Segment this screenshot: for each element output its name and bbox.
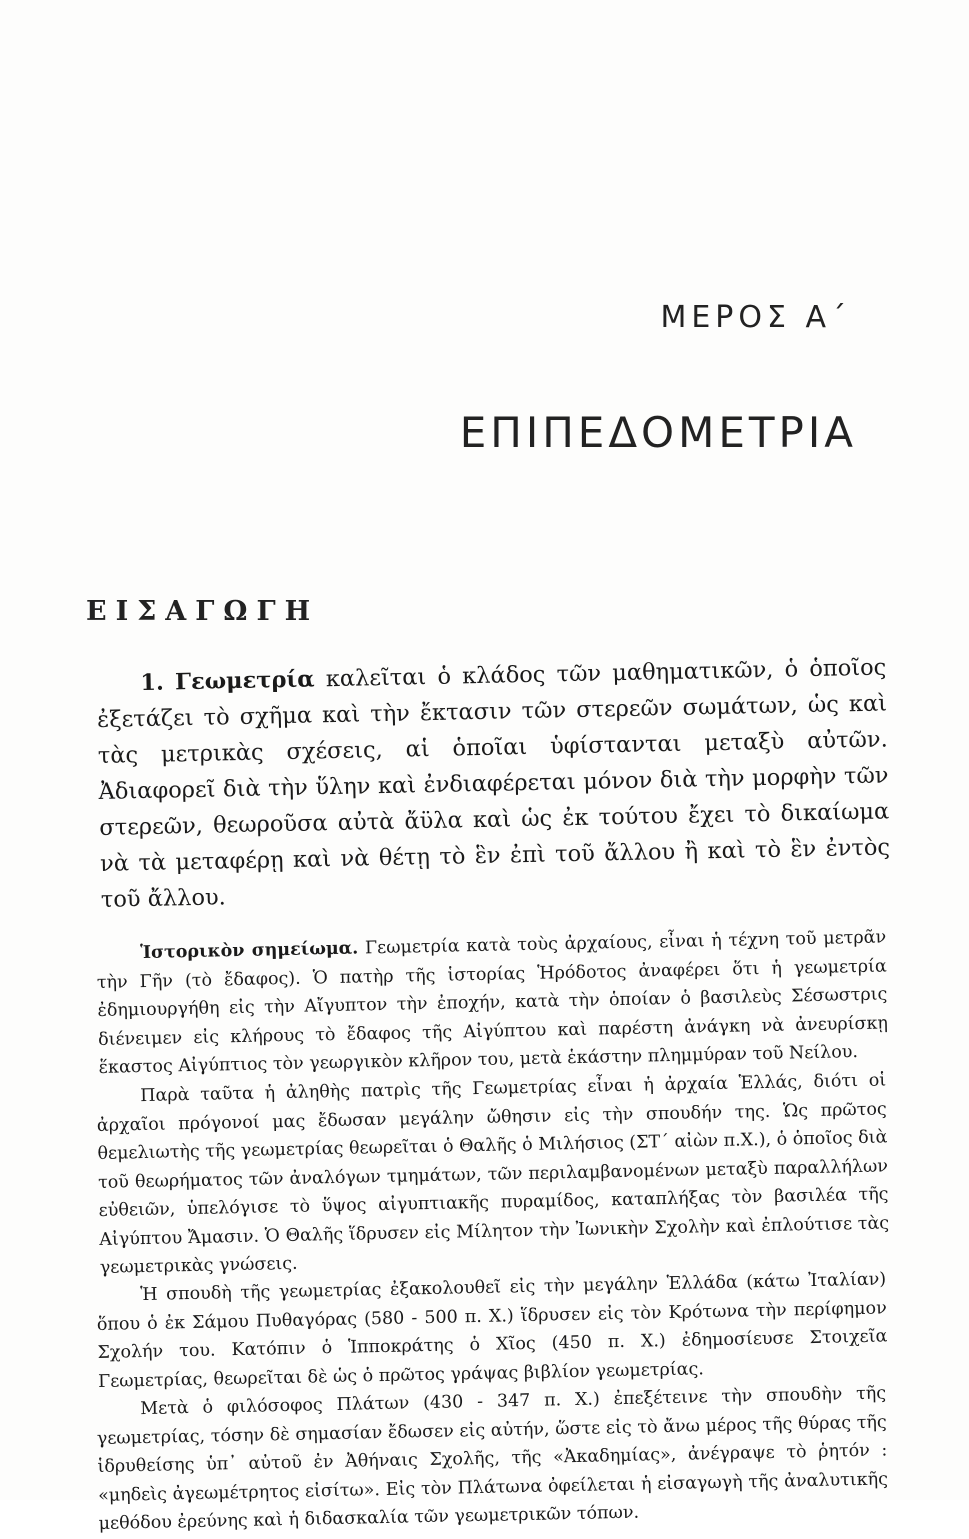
introduction-heading: ΕΙΣΑΓΩΓΗ	[86, 596, 320, 627]
part-label: ΜΕΡΟΣ Α΄	[660, 300, 851, 335]
historical-note-label: Ἱστορικὸν σημείωμα.	[140, 938, 359, 964]
section-1-paragraph	[96, 649, 891, 917]
historical-note-paragraph-1	[96, 923, 889, 1082]
section-term: Γεωμετρία	[174, 666, 315, 696]
historical-note-paragraph-3: Ἡ σπουδὴ τῆς γεωμετρίας ἐξακολουθεῖ εἰς τὴν μεγάλην Ἑλλάδα (κάτω Ἰταλίαν) ὅπου ὁ ἐκ Σάμου Πυθαγόρας (580 - 500 π. Χ.) ἵδρυσεν εἰς τὸν Κρότωνα τὴν περίφημον Σχολήν του. Κατόπιν ὁ Ἱπποκράτης ὁ Χῖος (450 π. Χ.) ἐδημοσίευσε Στοιχεῖα Γεωμετρίας, θεωρεῖται δὲ ὡς ὁ πρῶτος γράψας βιβλίον γεωμετρίας.	[96, 1269, 888, 1392]
part-title: ΕΠΙΠΕΔΟΜΕΤΡΙΑ	[459, 408, 857, 457]
historical-note-paragraph-4: Μετὰ ὁ φιλόσοφος Πλάτων (430 - 347 π. Χ.) ἐπεξέτεινε τὴν σπουδὴν τῆς γεωμετρίας, τόσην δὲ σημασίαν ἔδωσεν εἰς αὐτήν, ὥστε εἰς τὸ ἄνω μέρος τῆς θύρας τῆς ἱδρυθείσης ὑπ᾽ αὐτοῦ ἐν Ἀθήναις Σχολῆς, τῆς «Ἀκαδημίας», ἀνέγραψε τὸ ῥητόν : «μηδεὶς ἀγεωμέτρητος εἰσίτω». Εἰς τὸν Πλάτωνα ὀφείλεται ἡ εἰσαγωγὴ τῆς ἀναλυτικῆς μεθόδου ἐρεύνης καὶ ἡ διδασκαλία τῶν γεωμετρικῶν τόπων.	[96, 1383, 889, 1535]
section-1-text: καλεῖται ὁ κλάδος τῶν μαθηματικῶν, ὁ ὁποῖος ἐξετάζει τὸ σχῆμα καὶ τὴν ἔκτασιν τῶν στερεῶν σωμάτων, ὡς καὶ τὰς μετρικὰς σχέσεις, αἱ ὁποῖαι ὑφίστανται μεταξὺ αὐτῶν. Ἀδιαφορεῖ διὰ τὴν ὕλην καὶ ἐνδιαφέρεται μόνον διὰ τὴν μορφὴν τῶν στερεῶν, θεωροῦσα αὐτὰ ἄϋλα καὶ ὡς ἐκ τούτου ἔχει τὸ δικαίωμα νὰ τὰ μεταφέρῃ καὶ νὰ θέτῃ τὸ ἓν ἐπὶ τοῦ ἄλλου ἢ καὶ τὸ ἓν ἐντὸς τοῦ ἄλλου.	[96, 654, 891, 913]
body-text	[96, 654, 891, 1539]
historical-note-paragraph-2: Παρὰ ταῦτα ἡ ἀληθὴς πατρὶς τῆς Γεωμετρίας εἶναι ἡ ἀρχαία Ἑλλάς, διότι οἱ ἀρχαῖοι πρόγονοί μας ἔδωσαν μεγάλην ὤθησιν εἰς τὴν σπουδήν της. Ὡς πρῶτος θεμελιωτὴς τῆς γεωμετρίας θεωρεῖται ὁ Θαλῆς ὁ Μιλήσιος (ΣΤ΄ αἰὼν π.Χ.), ὁ ὁποῖος διὰ τοῦ θεωρήματος τῶν ἀναλόγων τμημάτων, τῶν περιλαμβανομένων μεταξὺ παραλλήλων εὐθειῶν, ὑπελόγισε τὸ ὕψος αἰγυπτιακῆς πυραμίδος, καταπλήξας τὸν βασιλέα τῆς Αἰγύπτου Ἄμασιν. Ὁ Θαλῆς ἵδρυσεν εἰς Μίλητον τὴν Ἰωνικὴν Σχολὴν καὶ ἐπλούτισε τὰς γεωμετρικὰς γνώσεις.	[96, 1070, 890, 1278]
section-number: 1.	[140, 669, 165, 697]
historical-note-text-1: Γεωμετρία κατὰ τοὺς ἀρχαίους, εἶναι ἡ τέχνη τοῦ μετρᾶν τὴν Γῆν (τὸ ἔδαφος). Ὁ πατὴρ τῆς ἱστορίας Ἡρόδοτος ἀναφέρει ὅτι ἡ γεωμετρία ἐδημιουργήθη εἰς τὴν Αἴγυπτον τὴν ἐποχήν, κατὰ τὴν ὁποίαν ὁ βασιλεὺς Σέσωστρις διένειμεν εἰς κλήρους τὸ ἔδαφος τῆς Αἰγύπτου καὶ παρέστη ἀνάγκη νὰ ἀνευρίσκῃ ἕκαστος Αἰγύπτιος τὸν γεωργικὸν κλῆρον του, μετὰ ἑκάστην πλημμύραν τοῦ Νείλου.	[96, 927, 889, 1079]
